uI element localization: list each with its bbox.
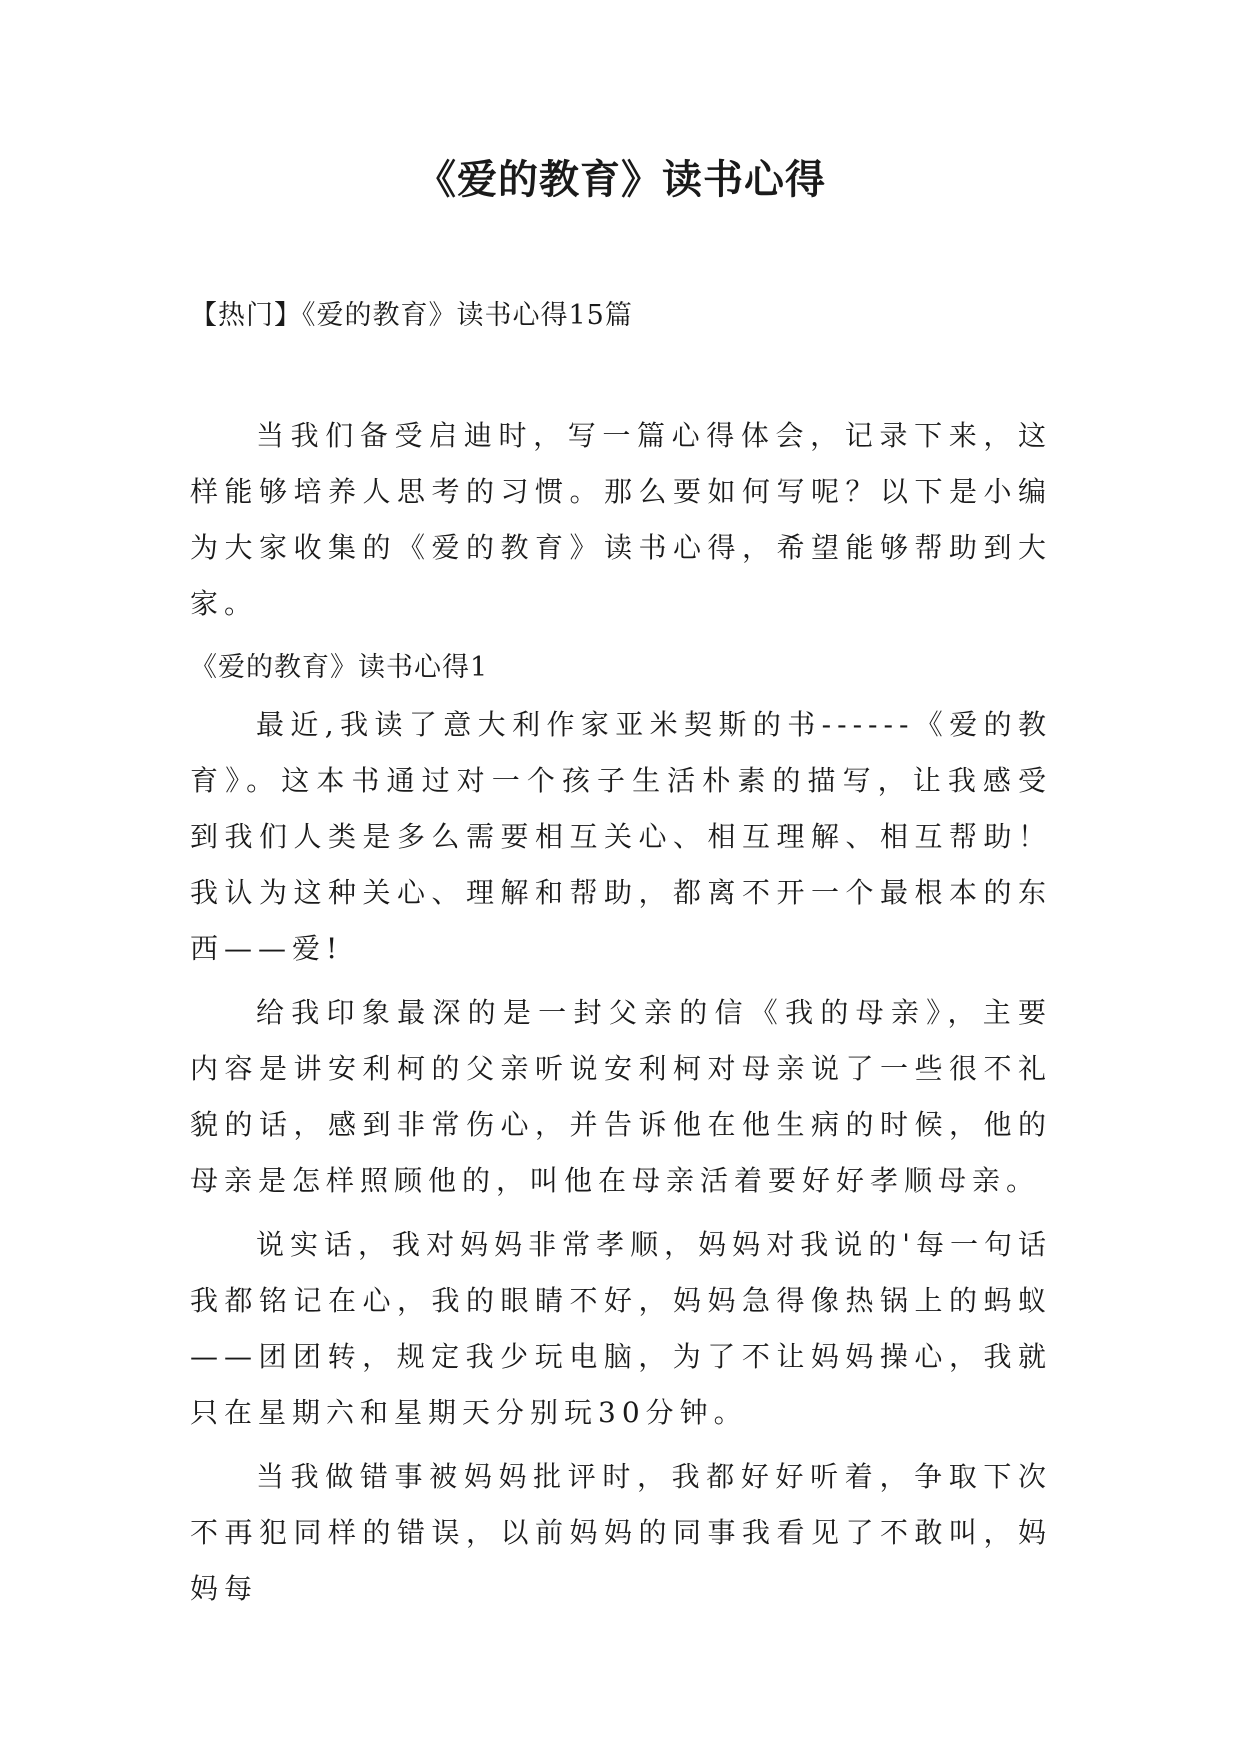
body-paragraph: 当我做错事被妈妈批评时，我都好好听着，争取下次不再犯同样的错误，以前妈妈的同事我看见了不敢叫，妈妈每 bbox=[190, 1460, 1052, 1605]
intro-paragraph: 当我们备受启迪时，写一篇心得体会，记录下来，这样能够培养人思考的习惯。那么要如何写呢？以下是小编为大家收集的《爱的教育》读书心得，希望能够帮助到大家。 bbox=[190, 419, 1052, 620]
section-heading: 《爱的教育》读书心得1 bbox=[190, 652, 489, 683]
document-title: 《爱的教育》读书心得 bbox=[416, 157, 826, 203]
body-paragraph: 说实话，我对妈妈非常孝顺，妈妈对我说的'每一句话我都铭记在心，我的眼睛不好，妈妈急得像热锅上的蚂蚁——团团转，规定我少玩电脑，为了不让妈妈操心，我就只在星期六和星期天分别玩30分钟。 bbox=[190, 1228, 1052, 1429]
document-subtitle: 【热门】《爱的教育》读书心得15篇 bbox=[190, 300, 633, 331]
section-body bbox=[190, 697, 1052, 1617]
body-paragraph: 给我印象最深的是一封父亲的信《我的母亲》，主要内容是讲安利柯的父亲听说安利柯对母亲说了一些很不礼貌的话，感到非常伤心，并告诉他在他生病的时候，他的母亲是怎样照顾他的，叫他在母亲活着要好好孝顺母亲。 bbox=[190, 996, 1052, 1197]
body-paragraph: 最近,我读了意大利作家亚米契斯的书------《爱的教育》。这本书通过对一个孩子生活朴素的描写，让我感受到我们人类是多么需要相互关心、相互理解、相互帮助！我认为这种关心、理解和帮助，都离不开一个最根本的东西——爱! bbox=[190, 708, 1052, 965]
